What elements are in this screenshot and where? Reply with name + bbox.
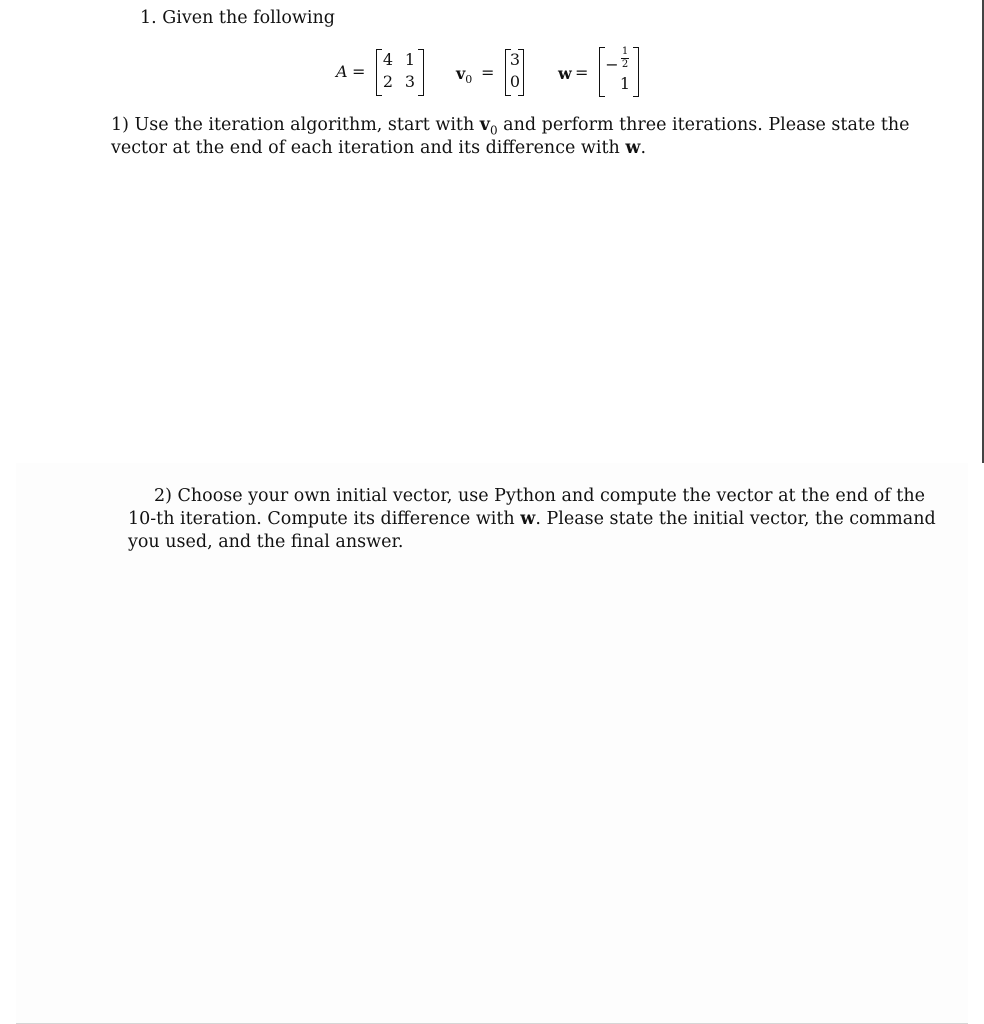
matrix-a-equals: = xyxy=(352,62,366,81)
part1-line2: vector at the end of each iteration and its difference with w. xyxy=(111,138,647,158)
part1-vec-v0: $v_0$ xyxy=(479,115,498,138)
vector-v0-label: $v_0$ xyxy=(456,64,473,87)
matrix-a-entry-22: 3 xyxy=(404,72,416,91)
part2-line3: you used, and the final answer. xyxy=(128,532,404,552)
matrix-a-entry-21: 2 xyxy=(382,72,394,91)
part2-line1: 2) Choose your own initial vector, use Python and compute the vector at the end of the xyxy=(154,486,925,506)
vector-w-right-bracket xyxy=(633,47,639,97)
vector-w-fraction-denominator: 2 xyxy=(621,59,629,70)
matrix-a-label: A xyxy=(336,62,348,81)
matrix-a-entry-11: 4 xyxy=(382,50,394,69)
vector-w-entry-sign: − xyxy=(605,55,619,74)
problem-heading xyxy=(140,7,335,30)
vector-v0-entry-1: 3 xyxy=(509,50,521,69)
vector-v0-right-bracket xyxy=(518,49,524,96)
matrix-a-entry-12: 1 xyxy=(404,50,416,69)
part1-vec-w: w xyxy=(625,138,641,158)
vector-v0-equals: = xyxy=(481,63,495,82)
vector-w-entry-2: 1 xyxy=(619,74,631,93)
part2-vec-w: w xyxy=(520,509,536,529)
vector-w-equals: = xyxy=(575,63,589,82)
matrix-a-right-bracket xyxy=(418,49,424,96)
part1-line1: 1) Use the iteration algorithm, start with $v_0$ and perform three iterations. Please state the xyxy=(111,115,910,138)
vector-w-fraction-numerator: 1 xyxy=(621,46,629,57)
part2-line2: 10-th iteration. Compute its difference with w. Please state the initial vector, the command xyxy=(128,509,936,529)
vector-w-label: w xyxy=(558,64,572,83)
vector-v0-entry-2: 0 xyxy=(509,72,521,91)
problem-intro: Given the following xyxy=(162,8,335,28)
question-page-top xyxy=(0,0,984,463)
question-page-bottom xyxy=(16,463,968,1024)
problem-number: 1. xyxy=(140,8,157,28)
